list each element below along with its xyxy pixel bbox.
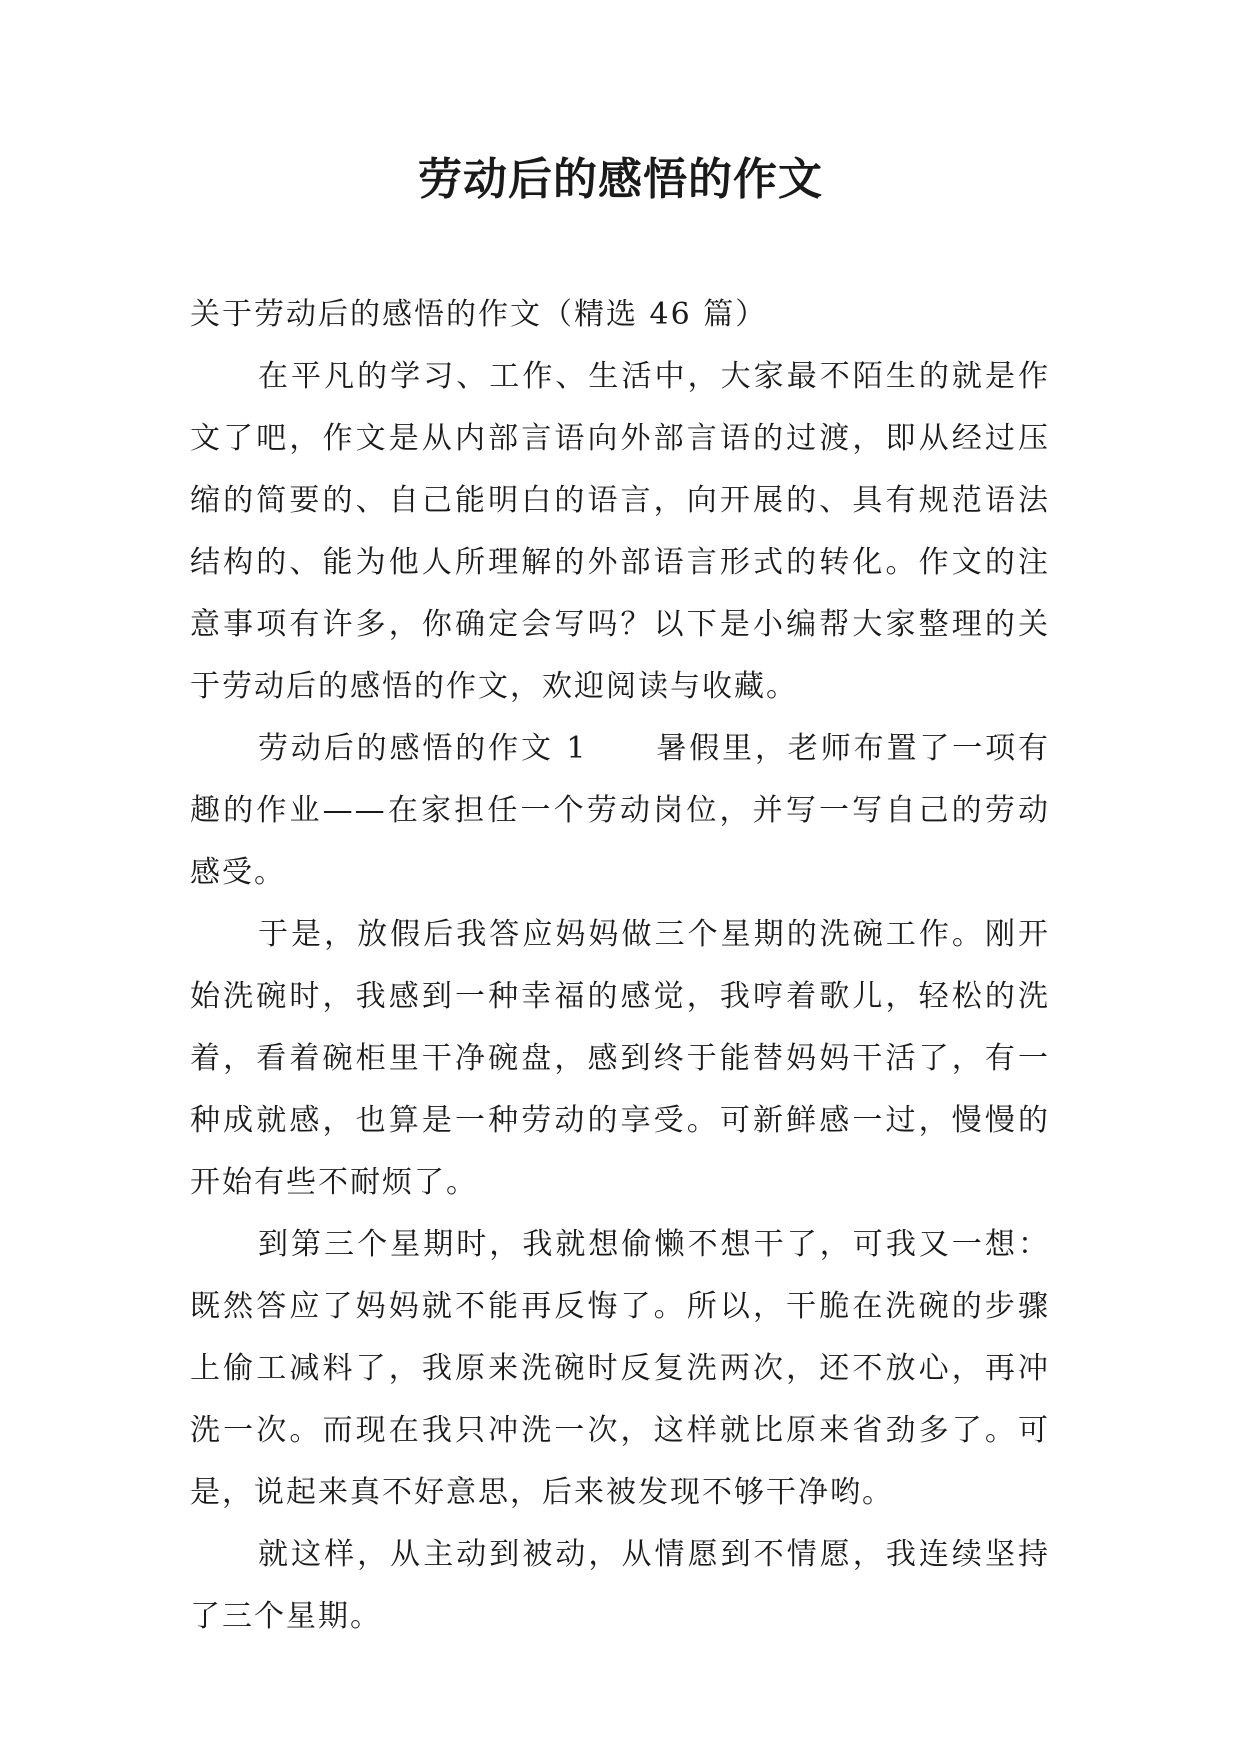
intro-paragraph: 在平凡的学习、工作、生活中，大家最不陌生的就是作文了吧，作文是从内部言语向外部言语的过渡，即从经过压缩的简要的、自己能明白的语言，向开展的、具有规范语法结构的、能为他人所理解的外部语言形式的转化。作文的注意事项有许多，你确定会写吗？以下是小编帮大家整理的关于劳动后的感悟的作文，欢迎阅读与收藏。 (190, 359, 1050, 704)
essay-heading: 劳动后的感悟的作文 1 (258, 731, 588, 766)
essay-1-paragraph (190, 718, 1050, 904)
document-body (190, 284, 1050, 1648)
essay-1-opening: 暑假里，老师布置了一项有趣的作业——在家担任一个劳动岗位，并写一写自己的劳动感受。 (190, 731, 1051, 890)
body-paragraph: 到第三个星期时，我就想偷懒不想干了，可我又一想：既然答应了妈妈就不能再反悔了。所以，干脆在洗碗的步骤上偷工减料了，我原来洗碗时反复洗两次，还不放心，再冲洗一次。而现在我只冲洗一次，这样就比原来省劲多了。可是，说起来真不好意思，后来被发现不够干净哟。 (190, 1227, 1050, 1510)
document-subtitle: 关于劳动后的感悟的作文（精选 46 篇） (190, 297, 768, 332)
body-paragraph: 就这样，从主动到被动，从情愿到不情愿，我连续坚持了三个星期。 (190, 1537, 1050, 1634)
document-title: 劳动后的感悟的作文 (418, 154, 823, 205)
body-paragraph: 于是，放假后我答应妈妈做三个星期的洗碗工作。刚开始洗碗时，我感到一种幸福的感觉，我哼着歌儿，轻松的洗着，看着碗柜里干净碗盘，感到终于能替妈妈干活了，有一种成就感，也算是一种劳动的享受。可新鲜感一过，慢慢的开始有些不耐烦了。 (190, 917, 1050, 1200)
